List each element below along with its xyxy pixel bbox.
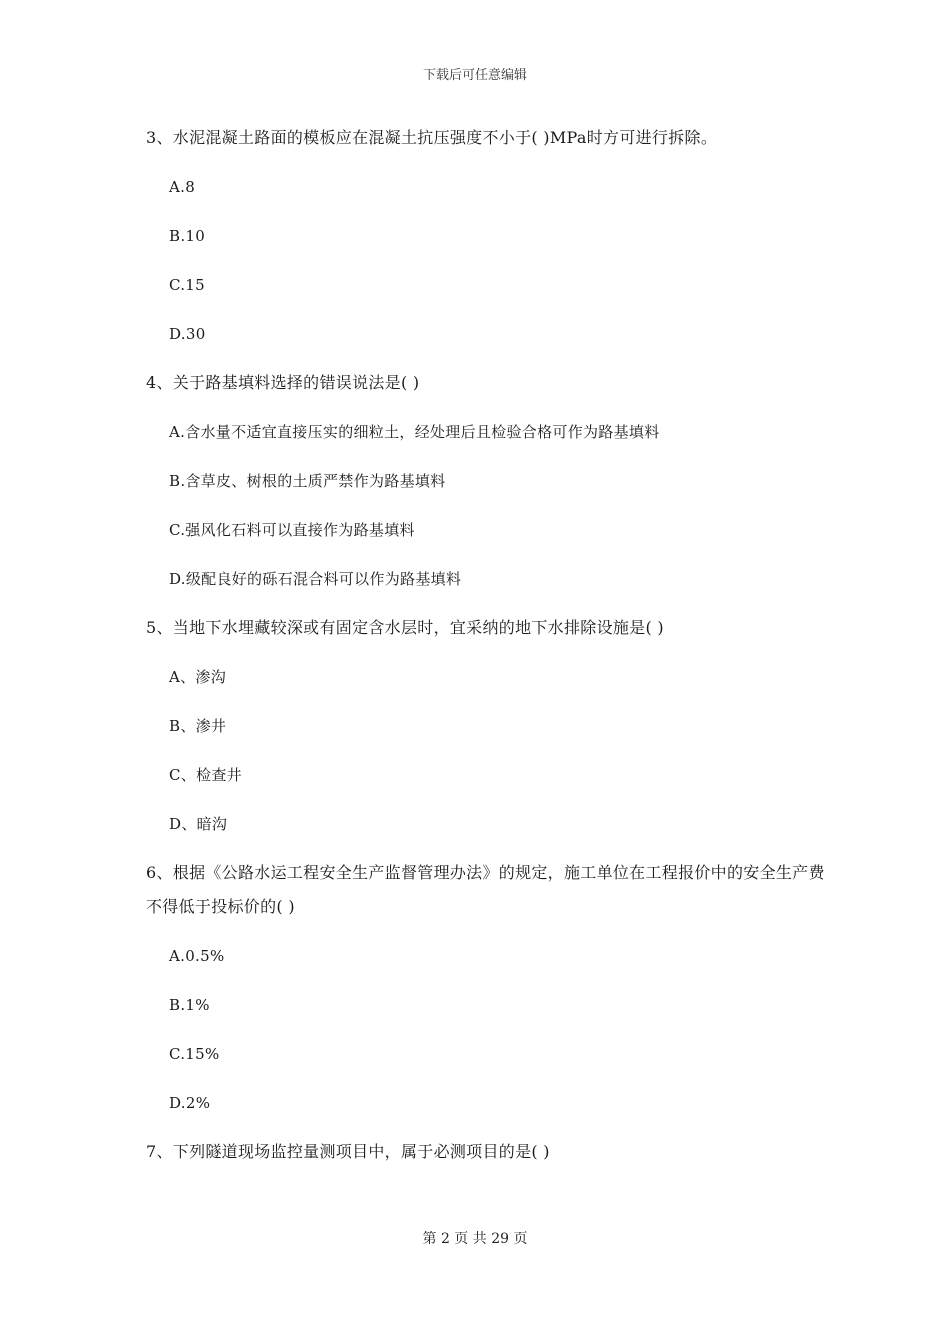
option-c: C.15% — [169, 1045, 220, 1063]
option-b: B.10 — [169, 227, 206, 245]
option-b: B.1% — [169, 996, 210, 1014]
question-3 — [146, 121, 826, 351]
question-stem: 5、当地下水埋藏较深或有固定含水层时，宜采纳的地下水排除设施是( ) — [146, 618, 664, 637]
question-5 — [146, 611, 826, 841]
question-stem: 3、水泥混凝土路面的模板应在混凝土抗压强度不小于( )MPa时方可进行拆除。 — [146, 128, 718, 147]
question-stem: 4、关于路基填料选择的错误说法是( ) — [146, 373, 420, 392]
option-d: D.2% — [169, 1094, 211, 1112]
option-a: A.0.5% — [169, 947, 225, 965]
page-footer: 第 2 页 共 29 页 — [422, 1231, 528, 1247]
option-b: B、渗井 — [169, 717, 227, 735]
option-a: A.含水量不适宜直接压实的细粒土，经处理后且检验合格可作为路基填料 — [169, 423, 660, 441]
option-a: A.8 — [169, 178, 196, 196]
question-4 — [146, 366, 826, 596]
question-stem: 6、根据《公路水运工程安全生产监督管理办法》的规定，施工单位在工程报价中的安全生产费不得低于投标价的( ) — [146, 863, 825, 916]
page-header: 下载后可任意编辑 — [422, 68, 527, 83]
question-stem: 7、下列隧道现场监控量测项目中，属于必测项目的是( ) — [146, 1142, 550, 1161]
option-d: D.级配良好的砾石混合料可以作为路基填料 — [169, 570, 462, 588]
option-c: C.强风化石料可以直接作为路基填料 — [169, 521, 415, 539]
option-c: C、检查井 — [169, 766, 242, 784]
option-d: D.30 — [169, 325, 206, 343]
document-body — [146, 121, 826, 1184]
option-c: C.15 — [169, 276, 205, 294]
option-d: D、暗沟 — [169, 815, 228, 833]
option-b: B.含草皮、树根的土质严禁作为路基填料 — [169, 472, 446, 490]
question-6 — [146, 856, 826, 1120]
question-7 — [146, 1135, 826, 1169]
option-a: A、渗沟 — [169, 668, 227, 686]
